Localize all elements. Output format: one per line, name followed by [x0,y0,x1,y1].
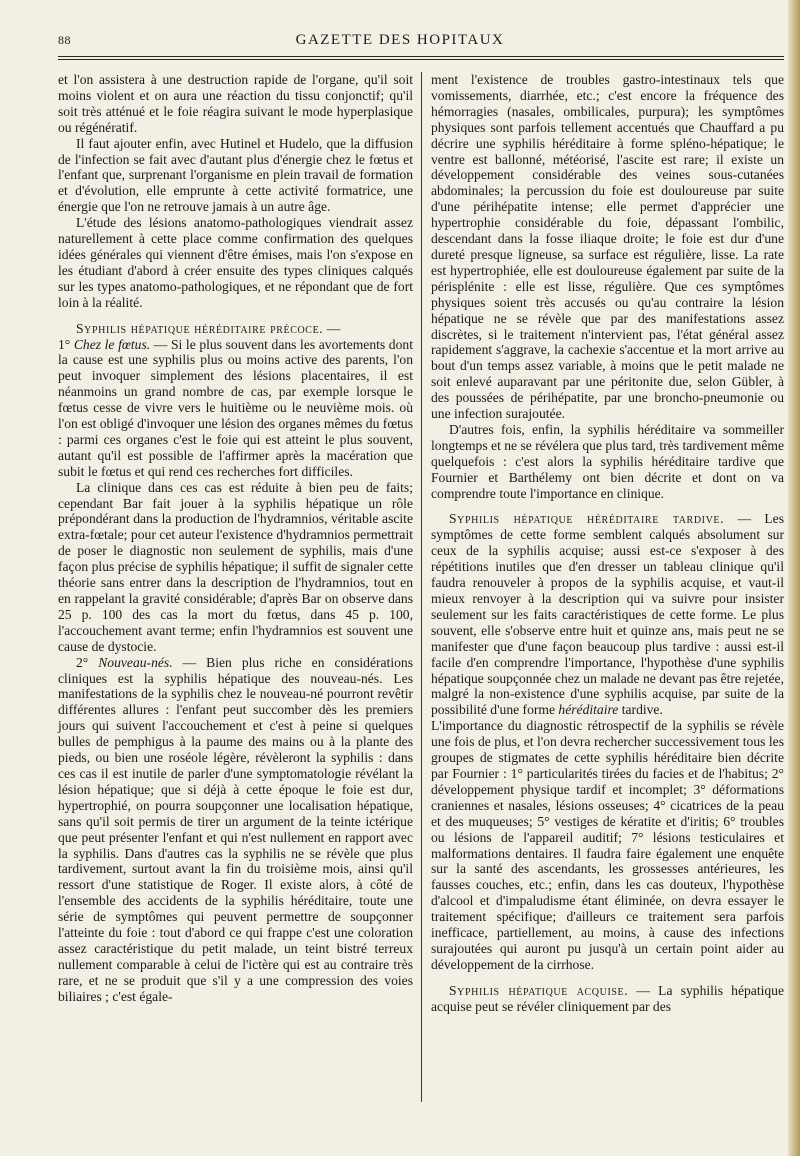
paragraph: D'autres fois, enfin, la syphilis héréditaire va sommeiller longtemps et ne se révélera que plus tard, très tardivement même quelquefois : c'est alors la syphilis héréditaire tardive que Fournier et Barthélemy ont bien décrite et dont on va comprendre toute l'importance en clinique. [431,421,784,501]
subsection-heading: Chez le fœtus. [73,336,151,352]
page-number: 88 [58,33,71,47]
header-rule-bottom [58,59,784,60]
section-heading: Syphilis hépatique héréditaire tardive. [449,511,725,527]
italic-term: héréditaire [558,702,619,718]
column-divider [421,72,422,1102]
paragraph: L'étude des lésions anatomo-pathologiques viendrait assez naturellement à cette place comme confirmation des quelques idées générales qui viennent d'être émises, mais l'on s'expose en les étudiant d'abord à créer ensuite des types cliniques calqués sur les types anatomo-pathologiques, et ne répondant que de fort loin à la réalité. [58,215,413,310]
heading-dash: — [323,320,341,336]
paragraph: L'importance du diagnostic rétrospectif de la syphilis se révèle une fois de plus, et l'on devra rechercher successivement tous les groupes de stigmates de cette syphilis héréditaire bien décrite par Fournier : 1° particularités tirées du facies et de l'habitus; 2° développement physique tardif et incomplet; 3° déformations craniennes et nasales, lésions osseuses; 4° cicatrices de la peau et des muqueuses; 5° vestiges de kératite et d'iritis; 6° troubles ou lésions de l'appareil auditif; 7° lésions testiculaires et malformations dentaires. Il faudra faire également une enquête sur la santé des ascendants, les grossesses antérieures, les fausses couches, etc.; enfin, dans les cas douteux, l'hypothèse d'alcool et d'impaludisme étant éliminée, on devra essayer le traitement spécifique; d'ailleurs ce traitement sera parfois inefficace, partiellement, au moins, à cause des infections surajoutées qui auront pu jusqu'à un certain point aider au développement de la cirrhose. [431,718,784,972]
section-text-end: tardive. [618,702,663,718]
section-text: — Bien plus riche en considérations cliniques est la syphilis hépatique des nouveau-nés. Les manifestations de la syphilis chez le nouveau-né pourront revêtir différentes allures : l'enfant peut succomber dès les premiers jours qui suivent l'accouchement et c'est à peine si quelques bulles de pemphigus à la paume des mains ou à la plante des pieds, ou bien une roséole légère, révèleront la syphilis : dans ces cas il est inutile de parler d'une symptomatologie révélant la lésion hépatique; que si déjà à cette époque le foie est dur, hypertrophié, on pourra soupçonner une localisation hépatique, sans qu'il soit permis de tirer un argument de la teinte ictérique que peut présenter l'enfant et qui n'est nullement en rapport avec la syphilis. Dans d'autres cas la syphilis ne se révèle que plus tardivement, surtout avant la fin du troisième mois, ainsi qu'il ressort d'une statistique de Roger. Il existe alors, à côté de l'ensemble des accidents de la syphilis héréditaire, toute une série de symptômes qui peuvent permettre de soupçonner l'atteinte du foie : tout d'abord ce qui frappe c'est une coloration assez caractéristique du petit malade, un teint bistré terreux nullement comparable à celui de l'ictère qui est au contraire très rare, et ne se produit que s'il y a une compression des voies biliaires ; c'est égale- [58,654,413,1004]
page-edge-binding [788,0,800,1156]
running-head-title: GAZETTE DES HOPITAUX [295,32,505,48]
subsection-heading: Nouveau-nés. [98,654,173,670]
section-heading: Syphilis hépatique acquise. [449,982,629,998]
section-text: — Si le plus souvent dans les avortements dont la cause est une syphilis plus ou moins active des parents, l'on peut invoquer simplement des lésions placentaires, il est néanmoins un grand nombre de cas, par exemple lorsque le fœtus cesse de vivre vers le huitième ou le neuvième mois. où l'on est obligé d'invoquer une lésion des organes mêmes du fœtus : parmi ces organes c'est le foie qui est atteint le plus souvent, autant qu'il est possible de l'affirmer après la macération que subit le fœtus et qui rend ces recherches fort difficiles. [58,336,414,479]
subsection-newborns [58,655,413,1005]
list-number: 1° [58,336,74,352]
section-heading: Syphilis hépatique héréditaire précoce. [76,320,324,336]
paragraph: La clinique dans ces cas est réduite à bien peu de faits; cependant Bar fait jouer à la syphilis hépatique un rôle prépondérant dans la production de l'hydramnios, véritable ascite extra-fœtale; pour cet auteur l'existence d'hydramnios permettrait de poser le diagnostic non seulement de syphilis, mais d'une façon plus précise de syphilis hépatique; il suffit de signaler cette théorie sans entrer dans la description de l'hydramnios, tout en en rappelant la gravité considérable; d'après Bar on observe dans 25 p. 100 des cas la mort du fœtus, dans 45 p. 100, l'accouchement avant terme; enfin l'hydramnios est souvent une cause de dystocie. [58,479,413,654]
paragraph: Il faut ajouter enfin, avec Hutinel et Hudelo, que la diffusion de l'infection se fait avec d'autant plus d'énergie chez le fœtus et l'enfant que, surprenant l'organisme en plein travail de formation et d'évolution, elle emprunte à cette activité formatrice, une énergie que l'on ne retrouve jamais à un autre âge. [58,135,413,215]
section-text: — Les symptômes de cette forme semblent calqués absolument sur ceux de la syphilis acquise; aussi est-ce s'exposer à des répétitions inutiles que d'en dresser un tableau clinique qu'il faudra renouveler à propos de la syphilis acquise, et vaut-il mieux renvoyer à la description qui va suivre pour insister seulement sur les faits caractéristiques de cette forme. Le plus souvent, elle s'observe entre huit et quinze ans, mais peut ne se manifester que d'une façon beaucoup plus tardive : aussi est-il facile d'en comprendre l'importance, l'hypothèse d'une syphilis hépatique soupçonnée chez un malade ne devant pas être rejetée, malgré la non-existence d'une syphilis acquise, par suite de la possibilité d'une forme [431,511,784,718]
list-number: 2° [76,654,99,670]
left-column [58,72,413,1005]
header-rule-top [58,56,784,57]
right-column [431,72,784,1015]
section-early-hereditary [58,321,413,480]
paragraph: et l'on assistera à une destruction rapide de l'organe, qu'il soit moins violent et on aura une réaction du tissu conjonctif; qu'il soit très atténué et le foie réagira suivant le mode hyperplasique ou régénératif. [58,72,413,135]
section-text: — La syphilis hépatique acquise peut se révéler cliniquement par des [431,982,785,1014]
section-late-hereditary [431,511,784,718]
paragraph: ment l'existence de troubles gastro-intestinaux tels que vomissements, diarrhée, etc.; c'est encore la fréquence des hémorragies (nasales, ombilicales, purpura); les symptômes physiques sont parfois tellement accentués que Chauffard a pu décrire une syphilis héréditaire à forme spléno-hépatique; le ventre est ballonné, météorisé, l'ascite est rare; il existe un développement considérable des veines sous-cutanées abdominales; la percussion du foie est douloureuse par suite d'une périhépatite intense; elle permet d'apprécier une hypertrophie considérable du foie, dépassant l'ombilic, descendant dans la fosse iliaque droite; le foie est dur d'une dureté presque ligneuse, sa surface est régulière, lisse. La rate est hypertrophiée, elle est douloureuse également par suite de la périsplénite : elle est lisse, régulière. Que ces symptômes physiques soient très accusés ou qu'au contraire la lésion hépatique ne se révèle que par des manifestations assez discrètes, si le traitement n'intervient pas, l'état général assez rapidement s'aggrave, la cachexie s'accentue et la mort arrive au bout d'un temps assez variable, à moins que le petit malade ne soit enlevé auparavant par une péritonite due, selon Gübler, à des poussées de périhépatite, par une broncho-pneumonie ou une infection surajoutée. [431,72,784,422]
section-acquired [431,983,784,1015]
